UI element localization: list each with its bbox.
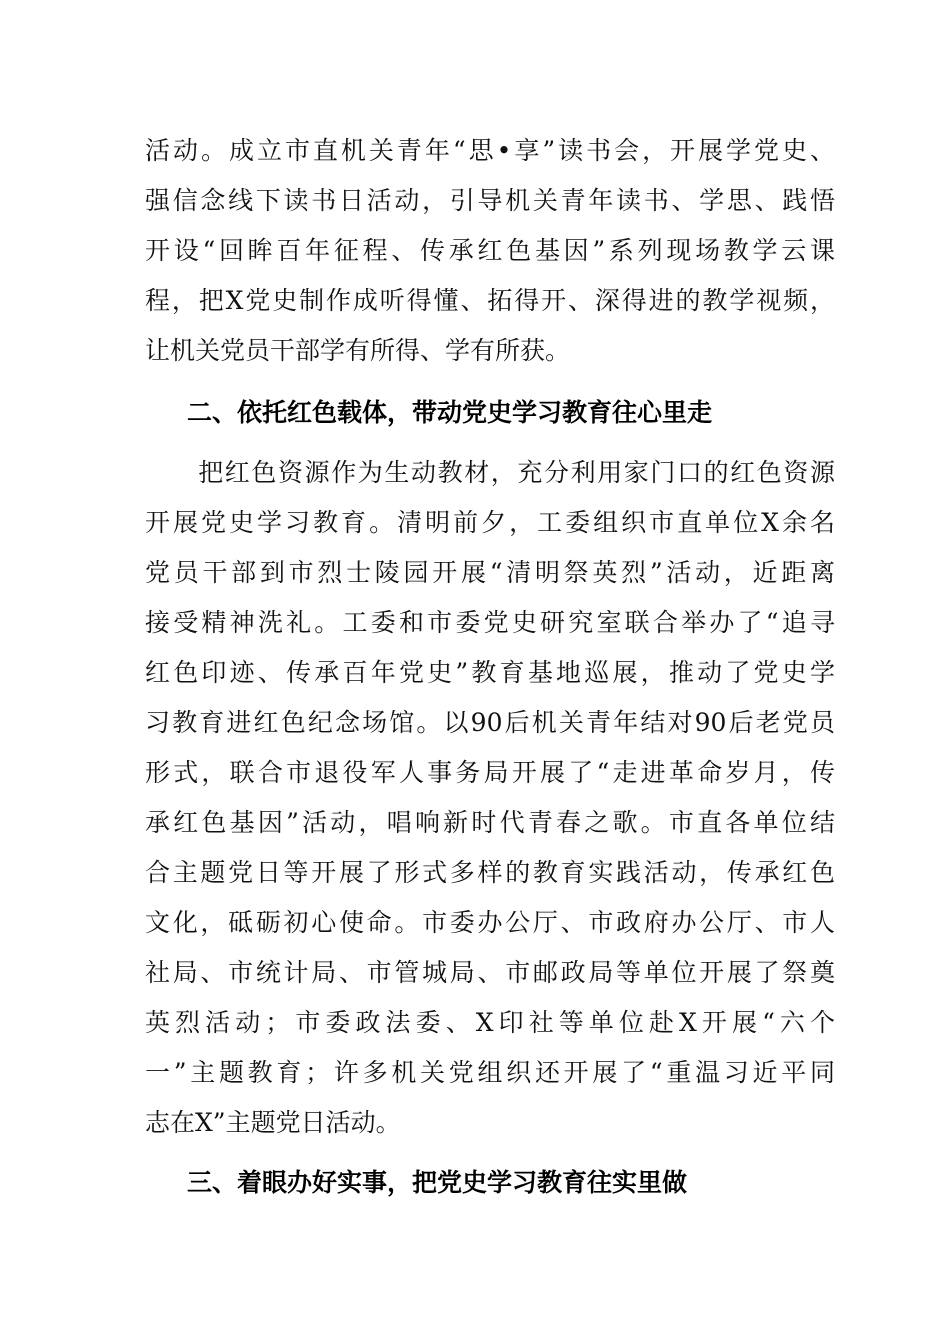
paragraph-line: 接受精神洗礼。工委和市委党史研究室联合举办了“追寻: [145, 608, 835, 637]
paragraph-line: 习教育进红色纪念场馆。以90后机关青年结对90后老党员: [145, 708, 835, 737]
paragraph-line: 开展党史学习教育。清明前夕，工委组织市直单位X余名: [145, 508, 835, 537]
paragraph-line: 程，把X党史制作成听得懂、拓得开、深得进的教学视频，: [145, 286, 835, 315]
paragraph-line: 活动。成立市直机关青年“思•享”读书会，开展学党史、: [145, 136, 835, 165]
paragraph-line: 党员干部到市烈士陵园开展“清明祭英烈”活动，近距离: [145, 558, 835, 587]
paragraph-line: 一”主题教育；许多机关党组织还开展了“重温习近平同: [145, 1058, 835, 1087]
paragraph-line: 文化，砥砺初心使命。市委办公厅、市政府办公厅、市人: [145, 908, 835, 937]
paragraph-line: 强信念线下读书日活动，引导机关青年读书、学思、践悟: [145, 186, 835, 215]
paragraph-line: 让机关党员干部学有所得、学有所获。: [145, 336, 571, 365]
paragraph-line: 形式，联合市退役军人事务局开展了“走进革命岁月，传: [145, 758, 835, 787]
paragraph-line: 合主题党日等开展了形式多样的教育实践活动，传承红色: [145, 858, 835, 887]
section-heading: 三、着眼办好实事，把党史学习教育往实里做: [187, 1168, 688, 1197]
paragraph-line: 承红色基因”活动，唱响新时代青春之歌。市直各单位结: [145, 808, 835, 837]
section-heading: 二、依托红色载体，带动党史学习教育往心里走: [187, 398, 713, 427]
paragraph-line: 红色印迹、传承百年党史”教育基地巡展，推动了党史学: [145, 658, 835, 687]
paragraph-line: 志在X”主题党日活动。: [145, 1108, 401, 1137]
paragraph-line: 英烈活动；市委政法委、X印社等单位赴X开展“六个: [145, 1008, 835, 1037]
paragraph-line: 社局、市统计局、市管城局、市邮政局等单位开展了祭奠: [145, 958, 835, 987]
paragraph-line: 开设“回眸百年征程、传承红色基因”系列现场教学云课: [145, 236, 835, 265]
paragraph-line: 把红色资源作为生动教材，充分利用家门口的红色资源: [145, 458, 835, 487]
